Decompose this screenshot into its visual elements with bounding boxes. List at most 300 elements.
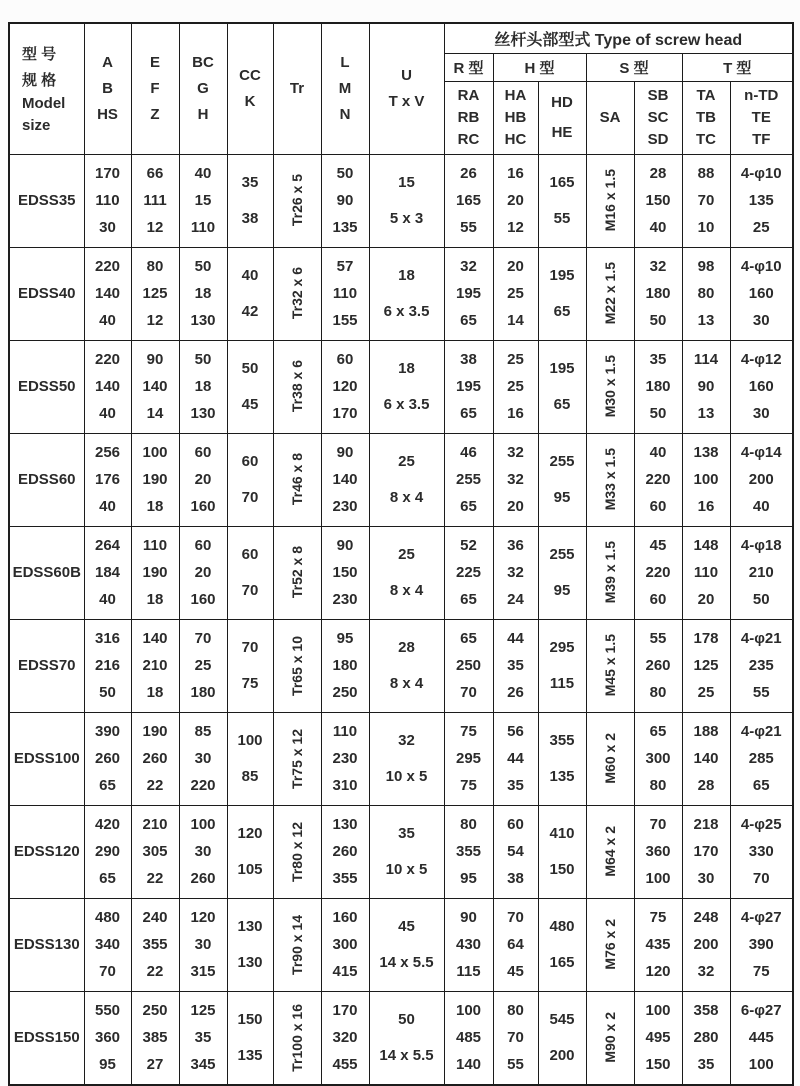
- value-stack: [132, 806, 179, 898]
- cell-value: 111: [143, 192, 167, 209]
- cell-value: 30: [194, 843, 212, 860]
- vertical-text-wrap: [587, 434, 634, 526]
- cell-cck: [227, 433, 273, 526]
- cell-abhs: [84, 805, 131, 898]
- cell-value: 170: [332, 405, 358, 423]
- cell-value: 178: [693, 629, 719, 647]
- cell-value: 8 x 4: [389, 675, 424, 693]
- table-row: [9, 247, 793, 340]
- cell-value: 130: [237, 954, 263, 972]
- cell-value: 50: [241, 359, 259, 377]
- table-row: [9, 991, 793, 1085]
- vertical-text-wrap: [587, 248, 634, 340]
- cell-value: 40: [99, 405, 116, 423]
- cell-value: 12: [507, 219, 524, 237]
- value-stack: [445, 434, 493, 526]
- cell-abhs: [84, 619, 131, 712]
- cell-value: 110: [95, 192, 120, 209]
- cell-value: 190: [142, 471, 168, 488]
- cell-value: 110: [332, 722, 358, 740]
- cell-bcgh: [179, 805, 227, 898]
- cell-ta: [682, 805, 730, 898]
- cell-value: 35: [507, 657, 524, 674]
- cell-ntd: [730, 526, 793, 619]
- cell-cck: [227, 247, 273, 340]
- cell-value: 95: [553, 582, 571, 600]
- cell-value: 65: [553, 303, 571, 321]
- cell-lmn: [321, 526, 369, 619]
- cell-ra: [444, 154, 493, 247]
- cell-value: 100: [645, 1001, 671, 1019]
- cell-value: 220: [94, 257, 121, 275]
- cell-efz: [131, 340, 179, 433]
- cell-cck: [227, 340, 273, 433]
- cell-value: 32: [507, 471, 524, 488]
- header-stack: [494, 82, 538, 154]
- model-name: EDSS40: [9, 247, 84, 340]
- cell-value: 18: [194, 378, 212, 395]
- cell-ta: [682, 619, 730, 712]
- header-label: K: [244, 93, 256, 111]
- cell-sa: [586, 526, 634, 619]
- value-stack: [180, 713, 227, 805]
- value-stack: [180, 248, 227, 340]
- cell-value: 70: [649, 815, 667, 833]
- cell-value: 10 x 5: [385, 768, 428, 786]
- cell-value: 120: [332, 378, 358, 395]
- cell-tr: [273, 247, 321, 340]
- cell-efz: [131, 898, 179, 991]
- sub-header-sb: [634, 81, 682, 154]
- cell-value: 260: [645, 657, 671, 674]
- cell-value: 155: [332, 312, 358, 330]
- cell-value: 125: [142, 285, 168, 302]
- cell-value: 180: [645, 285, 671, 302]
- cell-efz: [131, 991, 179, 1085]
- value-stack: [85, 155, 131, 247]
- value-stack: [370, 713, 444, 805]
- cell-value: 45: [649, 536, 667, 554]
- col-header-tr: [273, 23, 321, 154]
- cell-value: 50: [649, 312, 667, 330]
- value-stack: [683, 527, 730, 619]
- cell-value: 295: [455, 750, 482, 767]
- cell-value: 32: [649, 257, 667, 275]
- cell-lmn: [321, 247, 369, 340]
- cell-value: 90: [336, 192, 354, 209]
- cell-ntd: [730, 712, 793, 805]
- cell-value: 130: [237, 917, 263, 935]
- cell-value: 50: [398, 1010, 415, 1028]
- cell-value: 190: [142, 722, 168, 740]
- cell-hd: [538, 154, 586, 247]
- cell-value: 140: [455, 1056, 482, 1074]
- vertical-text-wrap: [587, 341, 634, 433]
- header-label: N: [339, 106, 351, 124]
- cell-sb: [634, 433, 682, 526]
- value-stack: [731, 899, 793, 991]
- vertical-text-wrap: [274, 155, 321, 247]
- header-label: SB: [647, 86, 669, 104]
- cell-value: 184: [94, 564, 121, 581]
- cell-value: 40: [194, 164, 212, 182]
- col-header-cck: [227, 23, 273, 154]
- cell-value: 25: [507, 350, 524, 368]
- cell-lmn: [321, 991, 369, 1085]
- value-stack: [132, 899, 179, 991]
- cell-value: 14: [146, 405, 164, 423]
- cell-value: 360: [94, 1029, 121, 1046]
- cell-value: 65: [460, 629, 477, 647]
- cell-value: 60: [336, 350, 354, 368]
- cell-value: 40: [649, 443, 667, 461]
- cell-value: 130: [332, 815, 358, 833]
- cell-value: 60: [194, 536, 212, 554]
- table-row: [9, 712, 793, 805]
- cell-ntd: [730, 433, 793, 526]
- cell-value: 75: [460, 722, 477, 740]
- cell-value: 195: [455, 378, 482, 395]
- cell-value: 32: [460, 257, 477, 275]
- value-stack: [132, 155, 179, 247]
- cell-value: 55: [553, 210, 571, 228]
- cell-bcgh: [179, 433, 227, 526]
- cell-value: 65: [99, 870, 116, 888]
- value-stack: [370, 527, 444, 619]
- cell-value: 40: [241, 266, 259, 284]
- model-name: EDSS50: [9, 340, 84, 433]
- cell-value: 480: [549, 917, 575, 935]
- header-label: Model: [22, 95, 66, 113]
- cell-value: 45: [507, 963, 524, 981]
- cell-sa: [586, 898, 634, 991]
- cell-value: 27: [146, 1056, 164, 1074]
- value-stack: [370, 248, 444, 340]
- cell-value: 316: [94, 629, 121, 647]
- value-stack: [731, 341, 793, 433]
- table-body: [9, 154, 793, 1085]
- cell-sa: [586, 619, 634, 712]
- cell-value: 18: [398, 359, 415, 377]
- cell-value: 65: [460, 405, 477, 423]
- cell-value: 26: [460, 164, 477, 182]
- cell-value: 140: [94, 378, 121, 395]
- cell-value: 300: [332, 936, 358, 953]
- cell-value: 40: [99, 498, 116, 516]
- header-stack: [85, 54, 131, 123]
- value-stack: [445, 899, 493, 991]
- cell-value: 4-φ14: [740, 443, 782, 461]
- cell-value: 420: [94, 815, 121, 833]
- cell-value: M60 x 2: [602, 733, 618, 784]
- cell-sa: [586, 340, 634, 433]
- header-label: SD: [647, 131, 669, 149]
- cell-value: 80: [649, 684, 667, 702]
- cell-utxv: [369, 340, 444, 433]
- header-label: HC: [504, 131, 527, 149]
- cell-tr: [273, 805, 321, 898]
- cell-value: 25: [697, 684, 715, 702]
- value-stack: [539, 620, 586, 712]
- cell-value: 255: [549, 452, 575, 470]
- cell-sb: [634, 898, 682, 991]
- cell-tr: [273, 991, 321, 1085]
- cell-hd: [538, 247, 586, 340]
- value-stack: [635, 434, 682, 526]
- cell-utxv: [369, 619, 444, 712]
- cell-ha: [493, 526, 538, 619]
- cell-value: 6 x 3.5: [383, 396, 430, 414]
- cell-value: Tr52 x 8: [289, 546, 305, 599]
- cell-value: 70: [507, 1029, 524, 1046]
- vertical-text-wrap: [274, 434, 321, 526]
- cell-value: 60: [507, 815, 524, 833]
- col-header-lmn: [321, 23, 369, 154]
- sub-header-ta: [682, 81, 730, 154]
- cell-abhs: [84, 712, 131, 805]
- cell-value: 100: [190, 815, 216, 833]
- cell-value: 45: [398, 917, 415, 935]
- table-row: [9, 805, 793, 898]
- cell-value: 55: [507, 1056, 524, 1074]
- cell-value: 65: [752, 777, 770, 795]
- cell-value: 135: [748, 192, 774, 209]
- cell-value: 120: [190, 908, 216, 926]
- header-stack: [683, 82, 730, 154]
- header-label: RB: [457, 109, 480, 126]
- cell-value: 26: [507, 684, 524, 702]
- cell-value: 295: [549, 638, 575, 656]
- vertical-text-wrap: [587, 899, 634, 991]
- cell-cck: [227, 805, 273, 898]
- value-stack: [683, 155, 730, 247]
- value-stack: [494, 713, 538, 805]
- cell-tr: [273, 433, 321, 526]
- vertical-text-wrap: [274, 899, 321, 991]
- vertical-text-wrap: [274, 806, 321, 898]
- cell-value: 4-φ21: [740, 722, 782, 740]
- value-stack: [635, 341, 682, 433]
- cell-value: 50: [649, 405, 667, 423]
- cell-value: Tr32 x 6: [289, 267, 305, 320]
- cell-ra: [444, 526, 493, 619]
- header-row-title: [9, 23, 793, 53]
- cell-value: 160: [190, 498, 216, 516]
- cell-value: 35: [194, 1029, 212, 1046]
- header-label: Tr: [289, 80, 305, 98]
- value-stack: [85, 620, 131, 712]
- cell-value: 12: [146, 312, 164, 330]
- table-header: [9, 23, 793, 154]
- cell-value: 14: [507, 312, 524, 330]
- cell-value: 135: [549, 768, 575, 786]
- cell-value: 130: [190, 312, 216, 330]
- cell-value: 138: [693, 443, 719, 461]
- sub-header-sa: [586, 81, 634, 154]
- cell-value: 550: [94, 1001, 121, 1019]
- value-stack: [370, 620, 444, 712]
- cell-value: M33 x 1.5: [602, 448, 618, 511]
- cell-value: 40: [99, 312, 116, 330]
- cell-value: 210: [142, 815, 168, 833]
- cell-value: 100: [645, 870, 671, 888]
- cell-utxv: [369, 712, 444, 805]
- value-stack: [228, 899, 273, 991]
- cell-value: 430: [455, 936, 482, 953]
- value-stack: [370, 155, 444, 247]
- cell-efz: [131, 712, 179, 805]
- cell-ta: [682, 712, 730, 805]
- cell-value: 18: [194, 285, 212, 302]
- header-stack: [180, 54, 227, 123]
- value-stack: [731, 248, 793, 340]
- cell-value: 40: [752, 498, 770, 516]
- model-name: EDSS60B: [9, 526, 84, 619]
- cell-value: 32: [507, 443, 524, 461]
- header-label: E: [149, 54, 160, 72]
- value-stack: [683, 806, 730, 898]
- cell-cck: [227, 154, 273, 247]
- header-label: HA: [504, 86, 527, 104]
- cell-value: 16: [697, 498, 715, 516]
- cell-value: M16 x 1.5: [602, 169, 618, 232]
- cell-value: 60: [241, 452, 259, 470]
- cell-value: 70: [194, 629, 212, 647]
- model-name: EDSS60: [9, 433, 84, 526]
- header-label: T x V: [388, 93, 425, 111]
- value-stack: [683, 341, 730, 433]
- header-stack: [635, 82, 682, 154]
- value-stack: [228, 341, 273, 433]
- header-label: B: [102, 80, 113, 98]
- cell-value: 345: [190, 1056, 216, 1074]
- cell-value: 22: [146, 777, 164, 795]
- cell-value: 30: [194, 750, 212, 767]
- table-row: [9, 526, 793, 619]
- cell-efz: [131, 433, 179, 526]
- header-label: CC: [239, 67, 261, 85]
- cell-value: 52: [460, 536, 477, 554]
- model-name: EDSS120: [9, 805, 84, 898]
- header-label: size: [22, 117, 51, 135]
- value-stack: [132, 527, 179, 619]
- header-stack: [731, 82, 793, 154]
- cell-value: 200: [549, 1047, 575, 1065]
- cell-tr: [273, 526, 321, 619]
- cell-value: M22 x 1.5: [602, 262, 618, 325]
- sub-header-hd: [538, 81, 586, 154]
- cell-value: 150: [332, 564, 358, 581]
- cell-value: 150: [549, 861, 575, 879]
- cell-value: 90: [336, 536, 354, 554]
- cell-value: 20: [194, 471, 212, 488]
- cell-value: 200: [748, 471, 774, 488]
- cell-ntd: [730, 991, 793, 1085]
- cell-value: M90 x 2: [602, 1012, 618, 1063]
- cell-efz: [131, 154, 179, 247]
- cell-value: 260: [94, 750, 121, 767]
- cell-sb: [634, 991, 682, 1085]
- cell-value: 65: [553, 396, 571, 414]
- cell-value: 70: [241, 582, 259, 600]
- cell-value: 260: [190, 870, 216, 888]
- cell-bcgh: [179, 991, 227, 1085]
- cell-hd: [538, 898, 586, 991]
- cell-value: 220: [645, 564, 671, 581]
- value-stack: [322, 341, 369, 433]
- cell-value: 15: [194, 192, 212, 209]
- cell-value: 70: [752, 870, 770, 888]
- table-row: [9, 898, 793, 991]
- cell-value: 415: [332, 963, 358, 981]
- cell-value: 260: [142, 750, 168, 767]
- cell-value: 85: [194, 722, 212, 740]
- cell-value: 20: [697, 591, 715, 609]
- cell-value: 6-φ27: [740, 1001, 782, 1019]
- value-stack: [494, 434, 538, 526]
- cell-value: 285: [748, 750, 774, 767]
- value-stack: [731, 155, 793, 247]
- cell-value: 30: [697, 870, 715, 888]
- vertical-text-wrap: [274, 992, 321, 1084]
- cell-value: 25: [507, 285, 524, 302]
- cell-value: 32: [697, 963, 715, 981]
- cell-value: 75: [649, 908, 667, 926]
- cell-value: 90: [460, 908, 477, 926]
- cell-value: 22: [146, 963, 164, 981]
- value-stack: [228, 620, 273, 712]
- table-row: [9, 433, 793, 526]
- value-stack: [322, 713, 369, 805]
- header-label: RC: [457, 131, 480, 149]
- value-stack: [494, 899, 538, 991]
- cell-value: 80: [146, 257, 164, 275]
- cell-value: 250: [332, 684, 358, 702]
- cell-sb: [634, 619, 682, 712]
- cell-value: 16: [507, 405, 524, 423]
- cell-value: 12: [146, 219, 164, 237]
- cell-value: 10 x 5: [385, 861, 428, 879]
- cell-efz: [131, 805, 179, 898]
- cell-ntd: [730, 898, 793, 991]
- value-stack: [180, 992, 227, 1084]
- value-stack: [539, 899, 586, 991]
- cell-abhs: [84, 898, 131, 991]
- cell-value: 50: [194, 257, 212, 275]
- header-label: M: [338, 80, 352, 98]
- cell-value: 95: [99, 1056, 116, 1074]
- cell-value: 310: [332, 777, 358, 795]
- cell-value: 355: [142, 936, 168, 953]
- value-stack: [85, 713, 131, 805]
- cell-value: 50: [752, 591, 770, 609]
- cell-value: 160: [748, 378, 774, 395]
- header-stack: [132, 54, 179, 123]
- value-stack: [228, 155, 273, 247]
- value-stack: [683, 434, 730, 526]
- cell-value: 65: [460, 498, 477, 516]
- cell-abhs: [84, 991, 131, 1085]
- cell-value: Tr26 x 5: [289, 174, 305, 227]
- cell-value: 42: [241, 303, 259, 321]
- cell-ra: [444, 247, 493, 340]
- cell-utxv: [369, 154, 444, 247]
- cell-value: 230: [332, 750, 358, 767]
- cell-value: 110: [693, 564, 719, 581]
- cell-sb: [634, 526, 682, 619]
- cell-value: 170: [94, 164, 121, 182]
- header-stack: [445, 82, 493, 154]
